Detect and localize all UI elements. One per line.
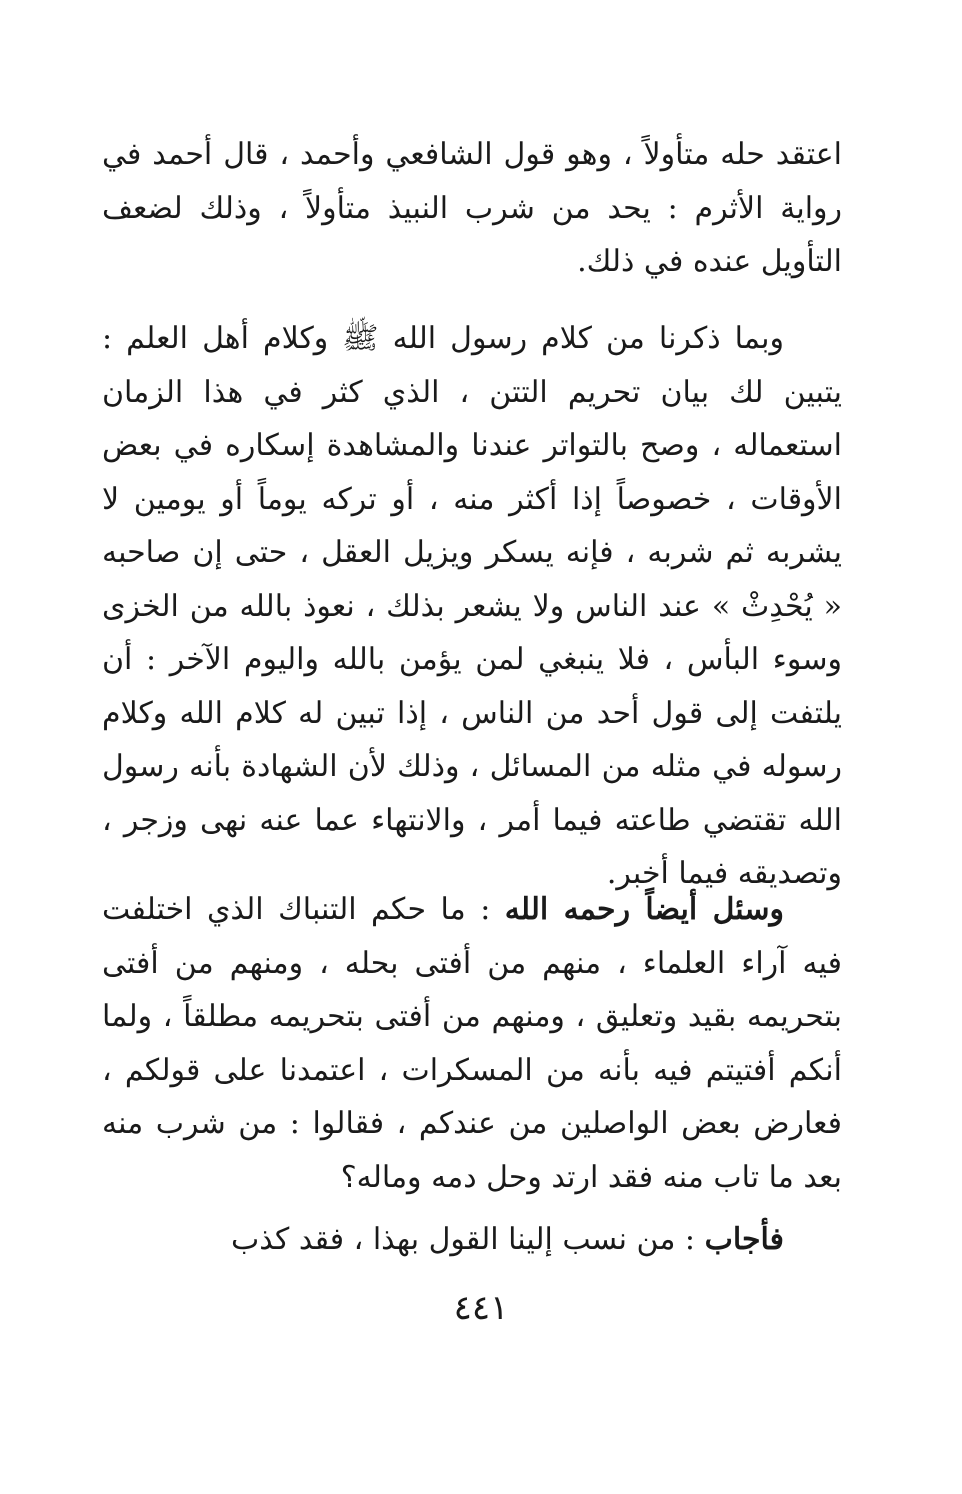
paragraph-2-text: وبما ذكرنا من كلام رسول الله ﷺ وكلام أهل العلم : يتبين لك بيان تحريم التتن ، الذي كثر في هذا الزمان استعماله ، وصح بالتواتر عندنا والمشاهدة إسكاره في بعض الأوقات ، خصوصاً إذا أكثر منه ، أو تركه يوماً أو يومين لا يشربه ثم شربه ، فإنه يسكر ويزيل العقل ، حتى إن صاحبه « يُحْدِثْ » عند الناس ولا يشعر بذلك ، نعوذ بالله من الخزى وسوء البأس ، فلا ينبغي لمن يؤمن بالله واليوم الآخر : أن يلتفت إلى قول أحد من الناس ، إذا تبين له كلام الله وكلام رسوله في مثله من المسائل ، وذلك لأن الشهادة بأنه رسول الله تقتضي طاعته فيما أمر ، والانتهاء عما عنه نهى وزجر ، وتصديقه فيما أخبر. [102,321,842,891]
question-lead: وسئل أيضاً رحمه الله [504,892,784,927]
answer-lead: فأجاب [704,1222,784,1257]
paragraph-4 [102,1213,842,1267]
paragraph-4-text: : من نسب إلينا القول بهذا ، فقد كذب [231,1222,705,1257]
paragraph-1 [102,128,842,289]
paragraph-3-text: : ما حكم التنباك الذي اختلفت فيه آراء العلماء ، منهم من أفتى بحله ، ومنهم من أفتى بتحريمه بقيد وتعليق ، ومنهم من أفتى بتحريمه مطلقاً ، ولما أنكم أفتيتم فيه بأنه من المسكرات ، اعتمدنا على قولكم ، فعارض بعض الواصلين من عندكم ، فقالوا : من شرب منه بعد ما تاب منه فقد ارتد وحل دمه وماله؟ [102,892,842,1195]
page-number: ٤٤١ [453,1288,509,1328]
paragraph-1-text: اعتقد حله متأولاً ، وهو قول الشافعي وأحمد ، قال أحمد في رواية الأثرم : يحد من شرب النبيذ متأولاً ، وذلك لضعف التأويل عنده في ذلك. [102,137,842,279]
paragraph-2 [102,312,842,901]
paragraph-3 [102,883,842,1204]
